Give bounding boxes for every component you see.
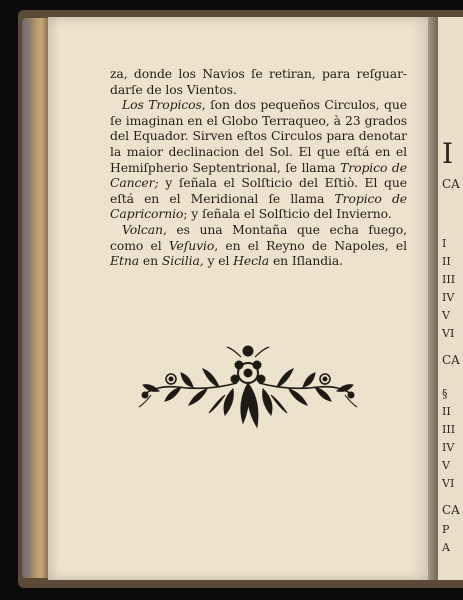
paragraph-volcan [110,222,407,269]
right-page-fragment: II [442,405,451,418]
right-page [438,17,463,580]
term-hecla: Hecla [233,253,270,269]
right-page-fragment: II [442,255,451,268]
term-tropico-cancer: Tropico de Cancer; [110,159,407,191]
right-page-fragment: § [442,387,448,400]
text-run: en Iſlandia. [272,253,344,269]
right-page-fragment: III [442,423,456,436]
term-volcan: Volcan [122,221,163,237]
right-page-fragment: CA [442,177,460,191]
paragraph-tropicos [110,97,407,222]
right-page-fragment: IV [442,291,455,304]
right-page-fragment: VI [442,327,455,340]
paragraph-puerto-end: za, donde los Navios ſe retiran, para reſguar- darſe de los Vientos. [110,66,407,97]
term-sicilia: Sicilia, [161,253,204,269]
right-page-fragment: CA [442,503,460,517]
book-spine [22,18,48,578]
floral-ornament [137,343,359,443]
page-gutter [428,17,438,580]
text-run: en [142,253,158,269]
right-page-fragment: III [442,273,456,286]
term-etna: Etna [110,253,139,269]
right-page-fragment: I [442,137,454,170]
right-page-fragment: P [442,523,450,536]
right-page-fragment: VI [442,477,455,490]
right-page-fragment: IV [442,441,455,454]
text-run: y ſeñala el Solſticio del Eſtiò. El que eſtá en el Meridional ſe llama [110,175,407,206]
text-run: , ſon dos pequeños Circulos, que ſe imaginan en el Globo Terraqueo, à 23 grados del Equador. Sirven eſtos Circulos para denotar la maior declinacion del Sol. El que eſtá en el Hemiſpherio Septentrional, ſe llama [110,97,407,175]
text-run: , en el Reyno de Napoles, el [214,237,407,253]
term-vesuvio: Veſuvio [168,237,215,253]
text-run: y el [207,253,230,269]
term-tropicos: Los Tropicos [122,97,202,113]
right-page-fragment: V [442,309,450,322]
right-page-fragment: V [442,459,450,472]
text-run: ; y ſeñala el Solſticio del Invierno. [183,206,392,222]
term-tropico-capricornio: Tropico de Capricornio [110,190,408,222]
text-run: , es una Montaña que echa fuego, como el [110,221,407,253]
right-page-fragment: CA [442,353,460,367]
page-text [110,66,407,269]
right-page-fragment: A [442,541,450,554]
right-page-fragment: I [442,237,447,250]
